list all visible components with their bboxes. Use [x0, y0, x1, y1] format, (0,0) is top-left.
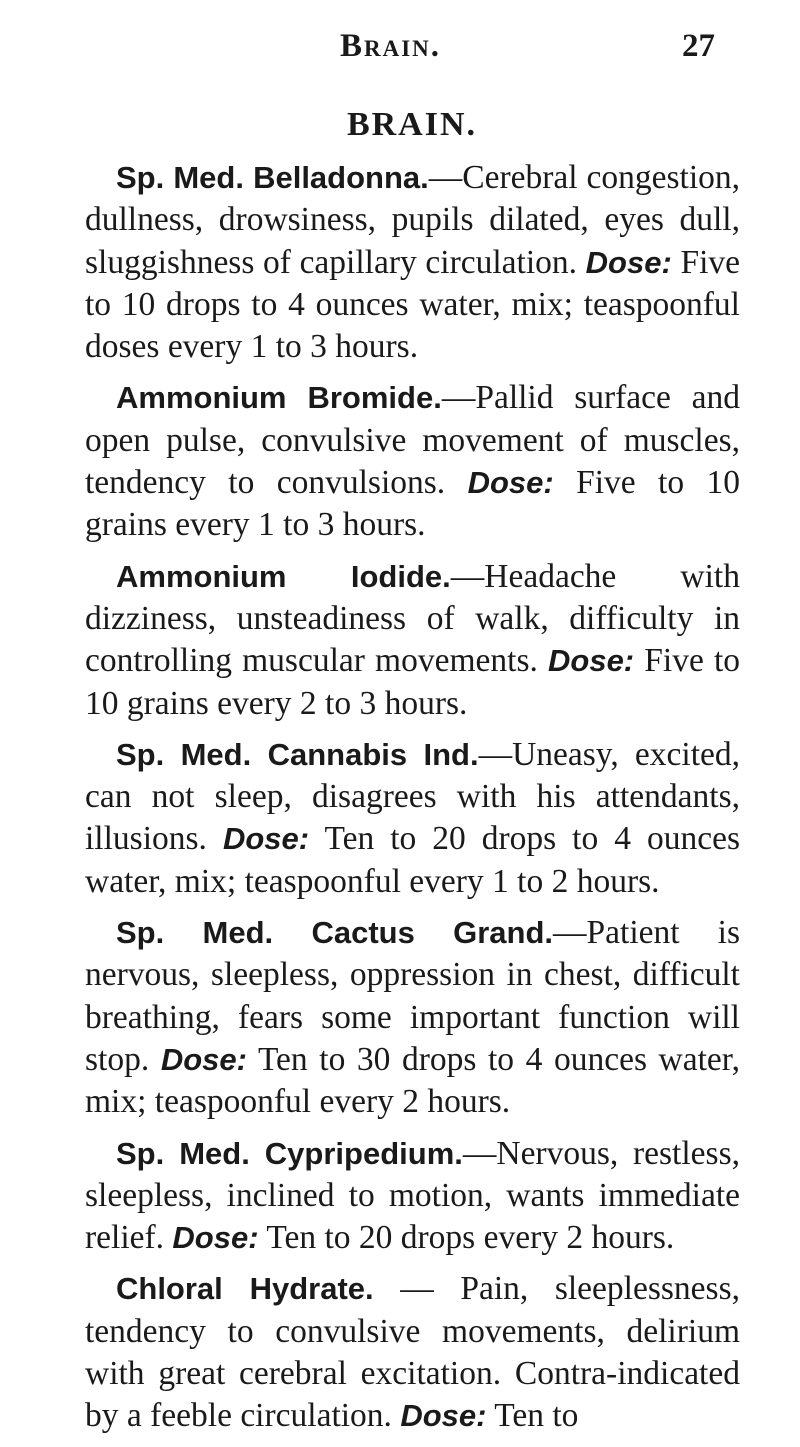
remedy-dose: Ten to 20 drops to 4 ounces water, mix; teaspoonful every 1 to 2 hours. [85, 820, 740, 900]
remedy-dose: Ten to 30 drops to 4 ounces water, mix; teaspoonful every 2 hours. [85, 1040, 740, 1121]
remedy-name: Sp. Med. Belladonna. [116, 160, 429, 195]
section-title: BRAIN. [346, 106, 478, 143]
remedy-indications: —Headache with dizziness, unsteadiness of walk, difficulty in controlling muscular movements. [85, 557, 740, 680]
running-head [0, 28, 800, 68]
remedy-name: Ammonium Bromide. [116, 380, 442, 416]
remedy-dose: Ten to 20 drops every 2 hours. [266, 1219, 675, 1257]
remedy-entry-ammonium-bromide [85, 377, 740, 546]
remedy-name: Sp. Med. Cannabis Ind. [116, 736, 479, 772]
dose-label: Dose: [400, 1398, 487, 1434]
remedy-dose: Ten to [494, 1397, 579, 1435]
remedy-indications: —Patient is nervous, sleepless, oppression in chest, difficult breathing, fears some important function will stop. [85, 914, 741, 1078]
remedy-entry-chloral-hydrate [85, 1268, 740, 1437]
remedy-indications: —Pallid surface and open pulse, convulsive movement of muscles, tendency to convulsions. [85, 379, 740, 502]
remedy-indications: —Nervous, restless, sleepless, inclined to motion, wants immediate relief. [85, 1134, 740, 1257]
page-number: 27 [682, 28, 715, 64]
remedy-dose: Five to 10 drops to 4 ounces water, mix; teaspoonful doses every 1 to 3 hours. [85, 243, 740, 366]
dose-label: Dose: [160, 1041, 247, 1077]
remedy-dose: Five to 10 grains every 2 to 3 hours. [85, 642, 741, 722]
remedy-name: Sp. Med. Cypripedium. [116, 1135, 463, 1171]
remedy-name: Ammonium Iodide. [116, 558, 451, 594]
dose-label: Dose: [585, 244, 672, 280]
remedy-entry-ammonium-iodide [85, 556, 740, 725]
dose-label: Dose: [467, 465, 554, 501]
remedy-entry-cactus-grand [85, 912, 740, 1123]
remedy-indications: —Cerebral congestion, dullness, drowsiness, pupils dilated, eyes dull, sluggishness of capillary circulation. [85, 159, 740, 281]
remedy-entry-belladonna [85, 157, 740, 368]
remedy-entry-cypripedium [85, 1133, 740, 1260]
remedy-indications: — Pain, sleeplessness, tendency to convulsive movements, delirium with great cerebral excitation. Contra-indicated by a feeble circulation. [85, 1270, 740, 1435]
remedy-name: Chloral Hydrate. [116, 1271, 374, 1307]
remedy-dose: Five to 10 grains every 1 to 3 hours. [85, 464, 741, 544]
running-head-title: Brain. [340, 28, 442, 64]
remedy-list [85, 157, 740, 1447]
dose-label: Dose: [548, 643, 635, 679]
remedy-indications: —Uneasy, excited, can not sleep, disagrees with his attendants, illusions. [85, 735, 740, 858]
dose-label: Dose: [172, 1220, 259, 1256]
remedy-name: Sp. Med. Cactus Grand. [116, 915, 554, 951]
remedy-entry-cannabis-ind [85, 734, 740, 903]
dose-label: Dose: [222, 821, 310, 857]
